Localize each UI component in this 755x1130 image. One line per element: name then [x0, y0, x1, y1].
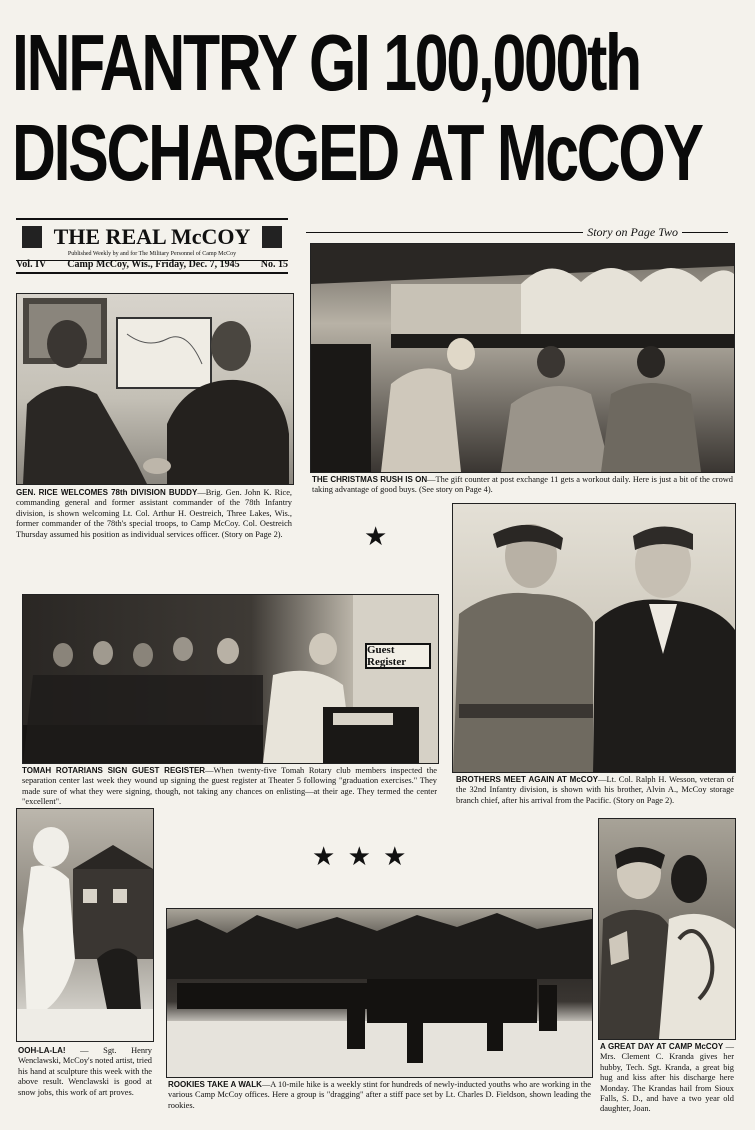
- caption-christmas-rush: [312, 475, 733, 496]
- caption-brothers-meet: [456, 775, 734, 806]
- caption-great-day-body: — Mrs. Clement C. Kranda gives her hubby, Tech. Sgt. Kranda, a great big hug and kiss after his discharge here Monday. The Krandas hail from Sioux Falls, S. D., and have a two year old daughter, Joan.: [600, 1042, 734, 1114]
- headline-line-1: INFANTRY GI 100,000th: [12, 18, 640, 107]
- caption-snow-sculpture: [18, 1046, 152, 1098]
- masthead-title: THE REAL McCOY: [53, 223, 251, 249]
- caption-rotarians-lead: TOMAH ROTARIANS SIGN GUEST REGISTER: [22, 766, 206, 775]
- headline-line-2: DISCHARGED AT McCOY: [12, 108, 702, 197]
- caption-rookies-lead: ROOKIES TAKE A WALK: [168, 1080, 262, 1089]
- photo-christmas-rush: [310, 243, 735, 473]
- caption-christmas-body: —The gift counter at post exchange 11 gets a workout daily. Here is just a bit of the crowd taking advantage of good buys. (See story on Page 4).: [312, 475, 733, 495]
- caption-rookies-walk: [168, 1080, 591, 1111]
- issue-number: No. 15: [260, 259, 288, 270]
- caption-brothers-body: —Lt. Col. Ralph H. Wesson, veteran of the 32nd Infantry division, is shown with his brother, Alvin A., McCoy storage branch chief, after his arrival from the Pacific. (Story on Page 2).: [456, 775, 734, 805]
- dateline: [16, 259, 288, 274]
- caption-rotarians-body: —When twenty-five Tomah Rotary club members inspected the separation center last week they wound up signing the guest register at Theater 5 following "graduation exercises." They made sure of what they were signing, though, not taking any chances on enlisting—at their age. They termed the center "excellent".: [22, 766, 438, 807]
- caption-tomah-rotarians: [22, 766, 437, 808]
- flag-left-icon: [22, 226, 42, 248]
- photo-gen-rice-handshake: [16, 293, 294, 485]
- flag-right-icon: [262, 226, 282, 248]
- story-reference-text: Story on Page Two: [587, 225, 678, 239]
- caption-snow-body: — Sgt. Henry Wenclawski, McCoy's noted artist, tried his hand at sculpture this week with the above result. Wenclawski is good at snow jobs, this work of art proves.: [18, 1046, 152, 1097]
- masthead: [16, 218, 288, 261]
- caption-christmas-lead: THE CHRISTMAS RUSH IS ON: [312, 475, 428, 484]
- caption-snow-lead: OOH-LA-LA!: [18, 1046, 66, 1055]
- star-ornament-triple: ★ ★ ★: [312, 842, 409, 872]
- caption-great-day: [600, 1042, 734, 1115]
- photo-great-day: [598, 818, 736, 1040]
- date-label: Camp McCoy, Wis., Friday, Dec. 7, 1945: [67, 259, 240, 270]
- caption-brothers-lead: BROTHERS MEET AGAIN AT McCOY: [456, 775, 599, 784]
- story-reference: [302, 225, 732, 240]
- photo-tomah-rotarians: [22, 594, 439, 764]
- caption-gen-rice-lead: GEN. RICE WELCOMES 78th DIVISION BUDDY: [16, 488, 198, 497]
- star-ornament-single: ★: [364, 522, 388, 552]
- caption-rookies-body: —A 10-mile hike is a weekly stint for hundreds of newly-inducted youths who are working in the various Camp McCoy offices. Here a group is "dragging" after a stiff pace set by Lt. Charles D. Fieldson, shown leading the rookies.: [168, 1080, 591, 1110]
- volume-label: Vol. IV: [16, 259, 47, 270]
- photo-rookies-walk: [166, 908, 593, 1078]
- guest-register-sign: Guest Register: [365, 643, 431, 669]
- photo-brothers-meet: [452, 503, 736, 773]
- photo-snow-sculpture: [16, 808, 154, 1042]
- headline: [12, 18, 702, 198]
- caption-gen-rice: [16, 488, 292, 540]
- caption-great-day-lead: A GREAT DAY AT CAMP McCOY: [600, 1042, 724, 1051]
- masthead-subtitle: Published Weekly by and for The Military Personnel of Camp McCoy: [67, 250, 237, 257]
- caption-gen-rice-body: —Brig. Gen. John K. Rice, commanding general and former assistant commander of the 78th Infantry division, is shown welcoming Lt. Col. Arthur H. Oestreich, Three Lakes, Wis., former commander of the 78th's special troops, to Camp McCoy. Col. Oestreich Thursday assumed his position as individual services officer. (Story on Page 2).: [16, 488, 293, 539]
